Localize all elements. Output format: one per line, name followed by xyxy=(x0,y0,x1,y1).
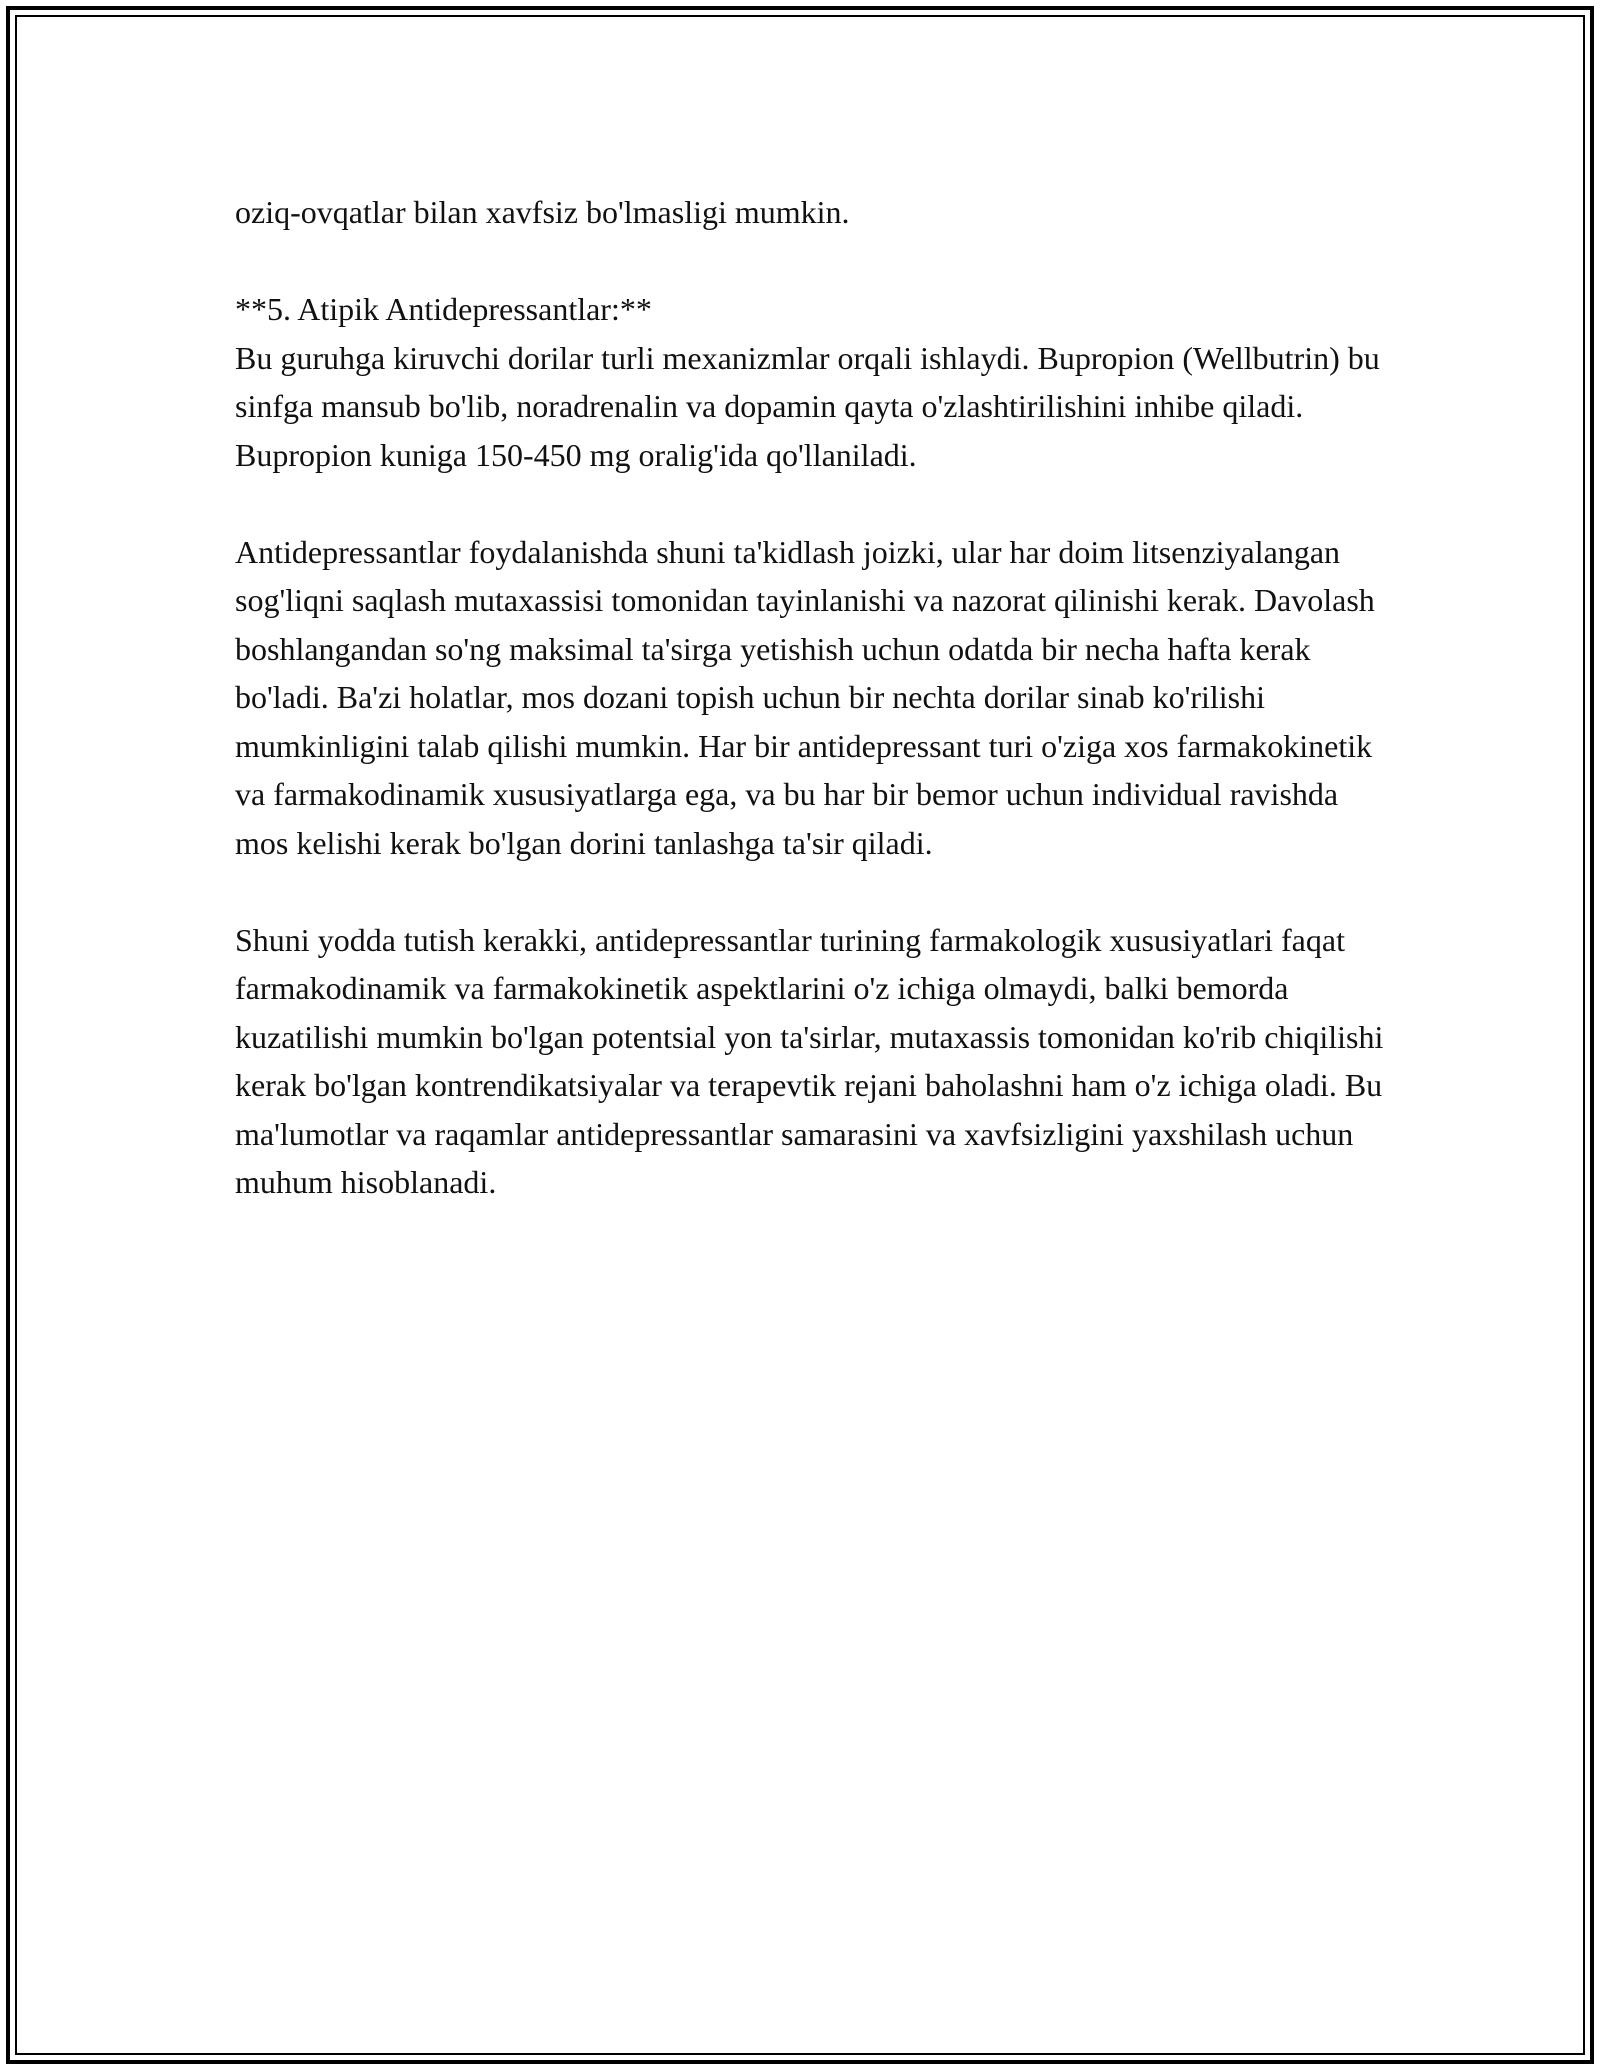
paragraph-pharmacology-summary: Shuni yodda tutish kerakki, antidepressantlar turining farmakologik xususiyatlari faqat farmakodinamik va farmakokinetik aspektlarini o'z ichiga olmaydi, balki bemorda kuzatilishi mumkin bo'lgan potentsial yon ta'sirlar, mutaxassis tomonidan ko'rib chiqilishi kerak bo'lgan kontrendikatsiyalar va terapevtik rejani baholashni ham o'z ichiga oladi. Bu ma'lumotlar va raqamlar antidepressantlar samarasini va xavfsizligini yaxshilash uchun muhum hisoblanadi. xyxy=(235,921,1384,1200)
paragraph-gap xyxy=(235,479,1385,528)
paragraph-continuation: oziq-ovqatlar bilan xavfsiz bo'lmasligi mumkin. xyxy=(235,194,850,230)
paragraph-gap xyxy=(235,867,1385,916)
paragraph-usage-notes: Antidepressantlar foydalanishda shuni ta'kidlash joizki, ular har doim litsenziyalangan sog'liqni saqlash mutaxassisi tomonidan tayinlanishi va nazorat qilinishi kerak. Davolash boshlangandan so'ng maksimal ta'sirga yetishish uchun odatda bir necha hafta kerak bo'ladi. Ba'zi holatlar, mos dozani topish uchun bir nechta dorilar sinab ko'rilishi mumkinligini talab qilishi mumkin. Har bir antidepressant turi o'ziga xos farmakokinetik va farmakodinamik xususiyatlarga ega, va bu har bir bemor uchun individual ravishda mos kelishi kerak bo'lgan dorini tanlashga ta'sir qiladi. xyxy=(235,533,1375,861)
document-body xyxy=(235,188,1385,1207)
paragraph-gap xyxy=(235,237,1385,286)
paragraph-atypical-antidepressants: **5. Atipik Antidepressantlar:** Bu guruhga kiruvchi dorilar turli mexanizmlar orqali ishlaydi. Bupropion (Wellbutrin) bu sinfga mansub bo'lib, noradrenalin va dopamin qayta o'zlashtirilishini inhibe qiladi. Bupropion kuniga 150-450 mg oralig'ida qo'llaniladi. xyxy=(235,291,1380,473)
